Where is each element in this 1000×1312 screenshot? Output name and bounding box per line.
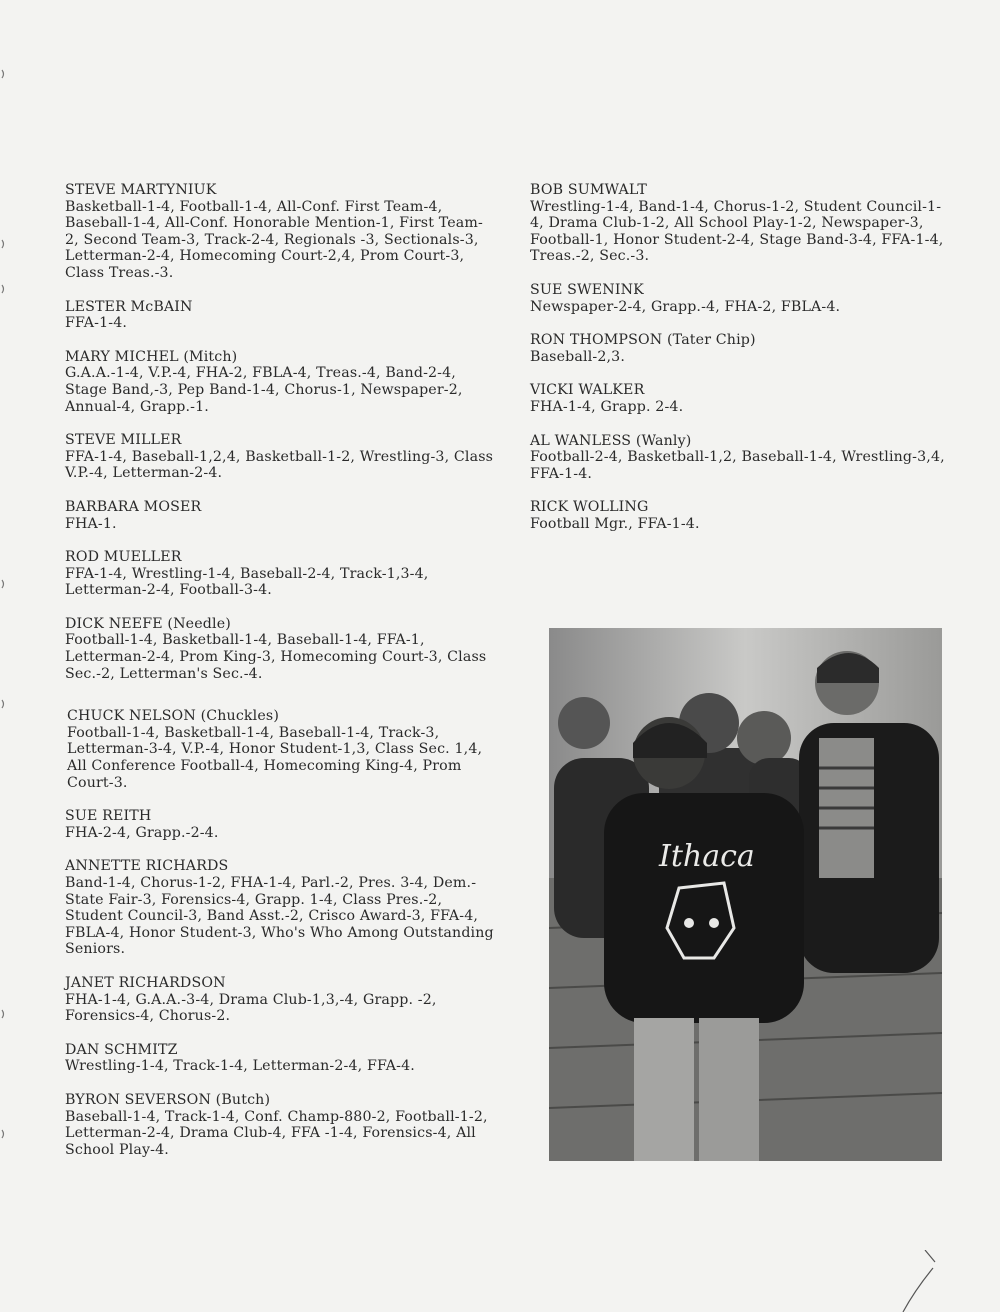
senior-activities: Football-2-4, Basketball-1,2, Baseball-1-4, Wrestling-3,4, FFA-1-4. xyxy=(530,449,945,482)
senior-entry xyxy=(530,433,950,483)
senior-activities: G.A.A.-1-4, V.P.-4, FHA-2, FBLA-4, Treas.-4, Band-2-4, Stage Band,-3, Pep Band-1-4, Chorus-1, Newspaper-2, Annual-4, Grapp.-1. xyxy=(65,365,463,415)
senior-entry xyxy=(65,299,495,332)
senior-entry xyxy=(65,858,495,958)
senior-name: STEVE MILLER xyxy=(65,432,182,449)
students-photo xyxy=(549,628,942,1161)
senior-activities: Baseball-1-4, Track-1-4, Conf. Champ-880-2, Football-1-2, Letterman-2-4, Drama Club-4, FFA -1-4, Forensics-4, All School Play-4. xyxy=(65,1108,488,1158)
senior-activities: Band-1-4, Chorus-1-2, FHA-1-4, Parl.-2, Pres. 3-4, Dem.-State Fair-3, Forensics-4, Grapp. 1-4, Class Pres.-2, Student Council-3, Band Asst.-2, Crisco Award-3, FFA-4, FBLA-4, Honor Student-3, Who's Who Among Outstanding Seniors. xyxy=(65,875,494,958)
senior-entry xyxy=(530,382,950,415)
senior-entry xyxy=(65,549,495,599)
senior-name: AL WANLESS (Wanly) xyxy=(530,432,692,449)
right-column xyxy=(530,182,950,550)
senior-name: DAN SCHMITZ xyxy=(65,1041,178,1058)
senior-entry xyxy=(65,1092,495,1158)
photo-illustration xyxy=(549,628,942,1161)
senior-activities: Football-1-4, Basketball-1-4, Baseball-1-4, FFA-1, Letterman-2-4, Prom King-3, Homecoming Court-3, Class Sec.-2, Letterman's Sec.-4. xyxy=(65,632,487,682)
senior-activities: Football Mgr., FFA-1-4. xyxy=(530,515,700,532)
senior-activities: FHA-2-4, Grapp.-2-4. xyxy=(65,824,219,841)
senior-activities: Wrestling-1-4, Track-1-4, Letterman-2-4, FFA-4. xyxy=(65,1058,415,1075)
senior-activities: Wrestling-1-4, Band-1-4, Chorus-1-2, Student Council-1-4, Drama Club-1-2, All School Play-1-2, Newspaper-3, Football-1, Honor Student-2-4, Stage Band-3-4, FFA-1-4, Treas.-2, Sec.-3. xyxy=(530,198,944,265)
senior-activities: FHA-1-4, G.A.A.-3-4, Drama Club-1,3,-4, Grapp. -2, Forensics-4, Chorus-2. xyxy=(65,991,437,1025)
senior-entry xyxy=(67,708,495,791)
senior-activities: FHA-1-4, Grapp. 2-4. xyxy=(530,398,684,415)
senior-activities: FHA-1. xyxy=(65,515,117,532)
senior-name: STEVE MARTYNIUK xyxy=(65,182,217,198)
senior-entry xyxy=(65,432,495,482)
senior-entry xyxy=(65,975,495,1025)
senior-name: SUE SWENINK xyxy=(530,281,644,298)
senior-entry xyxy=(65,499,495,532)
senior-activities: FFA-1-4. xyxy=(65,315,128,332)
senior-name: ANNETTE RICHARDS xyxy=(65,858,229,875)
senior-name: JANET RICHARDSON xyxy=(65,974,226,991)
senior-activities: FFA-1-4, Wrestling-1-4, Baseball-2-4, Track-1,3-4, Letterman-2-4, Football-3-4. xyxy=(65,565,429,599)
senior-name: MARY MICHEL (Mitch) xyxy=(65,348,238,365)
jacket-lettering: Ithaca xyxy=(659,839,755,874)
senior-name: BOB SUMWALT xyxy=(530,182,647,198)
left-column xyxy=(65,182,495,1175)
senior-name: RON THOMPSON (Tater Chip) xyxy=(530,332,756,349)
corner-curl xyxy=(895,1250,945,1312)
senior-activities: Basketball-1-4, Football-1-4, All-Conf. First Team-4, Baseball-1-4, All-Conf. Honorable Mention-1, First Team-2, Second Team-3, Track-2-4, Regionals -3, Sectionals-3, Letterman-2-4, Homecoming Court-2,4, Prom Court-3, Class Treas.-3. xyxy=(65,198,483,281)
senior-name: VICKI WALKER xyxy=(530,382,645,399)
senior-name: LESTER McBAIN xyxy=(65,298,193,315)
senior-entry xyxy=(65,1042,495,1075)
senior-name: DICK NEEFE (Needle) xyxy=(65,615,231,632)
senior-name: RICK WOLLING xyxy=(530,499,649,516)
senior-activities: FFA-1-4, Baseball-1,2,4, Basketball-1-2, Wrestling-3, Class V.P.-4, Letterman-2-4. xyxy=(65,448,494,482)
senior-name: BARBARA MOSER xyxy=(65,498,202,515)
senior-entry xyxy=(65,616,495,682)
senior-name: SUE REITH xyxy=(65,808,152,825)
senior-name: ROD MUELLER xyxy=(65,549,182,566)
senior-entry xyxy=(65,182,495,282)
senior-name: CHUCK NELSON (Chuckles) xyxy=(67,708,280,725)
senior-entry xyxy=(530,182,950,265)
senior-activities: Newspaper-2-4, Grapp.-4, FHA-2, FBLA-4. xyxy=(530,298,841,315)
senior-entry xyxy=(530,499,950,532)
senior-entry xyxy=(65,808,495,841)
senior-name: BYRON SEVERSON (Butch) xyxy=(65,1091,271,1108)
senior-entry xyxy=(530,332,950,365)
senior-entry xyxy=(530,282,950,315)
binding-marks xyxy=(0,0,12,1312)
senior-entry xyxy=(65,349,495,415)
senior-activities: Baseball-2,3. xyxy=(530,348,625,365)
senior-activities: Football-1-4, Basketball-1-4, Baseball-1-4, Track-3, Letterman-3-4, V.P.-4, Honor Student-1,3, Class Sec. 1,4, All Conference Football-4, Homecoming King-4, Prom Court-3. xyxy=(67,724,483,791)
